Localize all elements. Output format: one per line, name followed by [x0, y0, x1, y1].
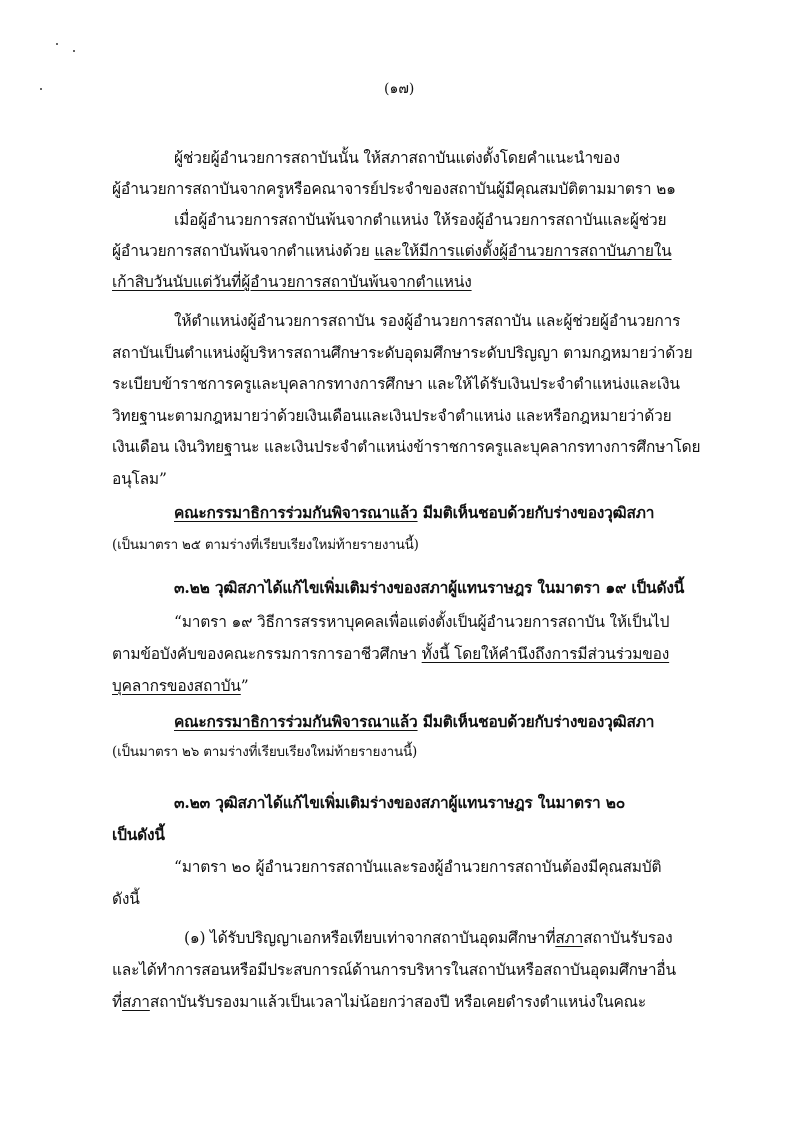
text-line	[112, 272, 472, 292]
section-heading-cont: เป็นดังนี้	[112, 825, 165, 844]
underlined-text: เก้าสิบวันนับแต่วันที่ผู้อำนวยการสถาบันพ้นจากตำแหน่ง	[112, 273, 472, 291]
text-line: ผู้อำนวยการสถาบันจากครูหรือคณาจารย์ประจำของสถาบันผู้มีคุณสมบัติตามมาตรา ๒๑	[112, 180, 676, 198]
committee-resolution: คณะกรรมาธิการร่วมกันพิจารณาแล้ว มีมติเห็นชอบด้วยกับร่างของวุฒิสภา	[174, 712, 655, 731]
text-line: ให้ตำแหน่งผู้อำนวยการสถาบัน รองผู้อำนวยการสถาบัน และผู้ช่วยผู้อำนวยการ	[174, 312, 681, 330]
text-line: เมื่อผู้อำนวยการสถาบันพ้นจากตำแหน่ง ให้รองผู้อำนวยการสถาบันและผู้ช่วย	[174, 211, 667, 229]
text-line: “มาตรา ๑๙ วิธีการสรรหาบุคคลเพื่อแต่งตั้งเป็นผู้อำนวยการสถาบัน ให้เป็นไป	[174, 613, 670, 631]
section-heading: ๓.๒๓ วุฒิสภาได้แก้ไขเพิ่มเติมร่างของสภาผู้แทนราษฎร ในมาตรา ๒๐	[174, 793, 625, 812]
scan-speck	[73, 50, 75, 52]
page-number: (๑๗)	[384, 81, 415, 97]
committee-resolution: คณะกรรมาธิการร่วมกันพิจารณาแล้ว มีมติเห็นชอบด้วยกับร่างของวุฒิสภา	[174, 503, 655, 522]
text-line: ดังนี้	[112, 890, 140, 908]
text-line: ที่สภาสถาบันรับรองมาแล้วเป็นเวลาไม่น้อยกว่าสองปี หรือเคยดำรงตำแหน่งในคณะ	[112, 993, 646, 1011]
text-line: (เป็นมาตรา ๒๕ ตามร่างที่เรียบเรียงใหม่ท้ายรายงานนี้)	[112, 537, 419, 553]
text-line: วิทยฐานะตามกฎหมายว่าด้วยเงินเดือนและเงินประจำตำแหน่ง และหรือกฎหมายว่าด้วย	[112, 407, 672, 425]
text-line: ผู้ช่วยผู้อำนวยการสถาบันนั้น ให้สภาสถาบันแต่งตั้งโดยคำแนะนำของ	[174, 149, 620, 167]
underlined-text: บุคลากรของสถาบัน	[112, 677, 241, 695]
underlined-text: สภา	[555, 929, 584, 947]
text-line: “มาตรา ๒๐ ผู้อำนวยการสถาบันและรองผู้อำนวยการสถาบันต้องมีคุณสมบัติ	[174, 858, 662, 876]
text-line: สถาบันเป็นตำแหน่งผู้บริหารสถานศึกษาระดับอุดมศึกษาระดับปริญญา ตามกฎหมายว่าด้วย	[112, 344, 693, 362]
underlined-text: คณะกรรมาธิการร่วมกันพิจารณาแล้ว	[174, 712, 418, 731]
scan-speck	[56, 43, 58, 45]
underlined-text: สภา	[122, 993, 150, 1011]
text-line: อนุโลม”	[112, 470, 167, 488]
underlined-text: ทั้งนี้ โดยให้คำนึงถึงการมีส่วนร่วมของ	[421, 645, 670, 663]
scan-speck	[40, 88, 42, 90]
text-line: ระเบียบข้าราชการครูและบุคลากรทางการศึกษา และให้ได้รับเงินประจำตำแหน่งและเงิน	[112, 375, 680, 393]
section-heading: ๓.๒๒ วุฒิสภาได้แก้ไขเพิ่มเติมร่างของสภาผู้แทนราษฎร ในมาตรา ๑๙ เป็นดังนี้	[174, 578, 685, 597]
text-line: ผู้อำนวยการสถาบันพ้นจากตำแหน่งด้วย และให้มีการแต่งตั้งผู้อำนวยการสถาบันภายใน	[112, 242, 672, 260]
text-line: เงินเดือน เงินวิทยฐานะ และเงินประจำตำแหน่งข้าราชการครูและบุคลากรทางการศึกษาโดย	[112, 438, 701, 456]
underlined-text: คณะกรรมาธิการร่วมกันพิจารณาแล้ว	[174, 503, 418, 522]
text-line: บุคลากรของสถาบัน”	[112, 677, 249, 695]
text-line: ตามข้อบังคับของคณะกรรมการการอาชีวศึกษา ทั้งนี้ โดยให้คำนึงถึงการมีส่วนร่วมของ	[112, 645, 670, 663]
text-line: และได้ทำการสอนหรือมีประสบการณ์ด้านการบริหารในสถาบันหรือสถาบันอุดมศึกษาอื่น	[112, 961, 676, 979]
text-line: (๑) ได้รับปริญญาเอกหรือเทียบเท่าจากสถาบันอุดมศึกษาที่สภาสถาบันรับรอง	[184, 929, 673, 947]
underlined-text: และให้มีการแต่งตั้งผู้อำนวยการสถาบันภายใน	[374, 242, 672, 260]
text-line: (เป็นมาตรา ๒๖ ตามร่างที่เรียบเรียงใหม่ท้ายรายงานนี้)	[112, 744, 418, 760]
